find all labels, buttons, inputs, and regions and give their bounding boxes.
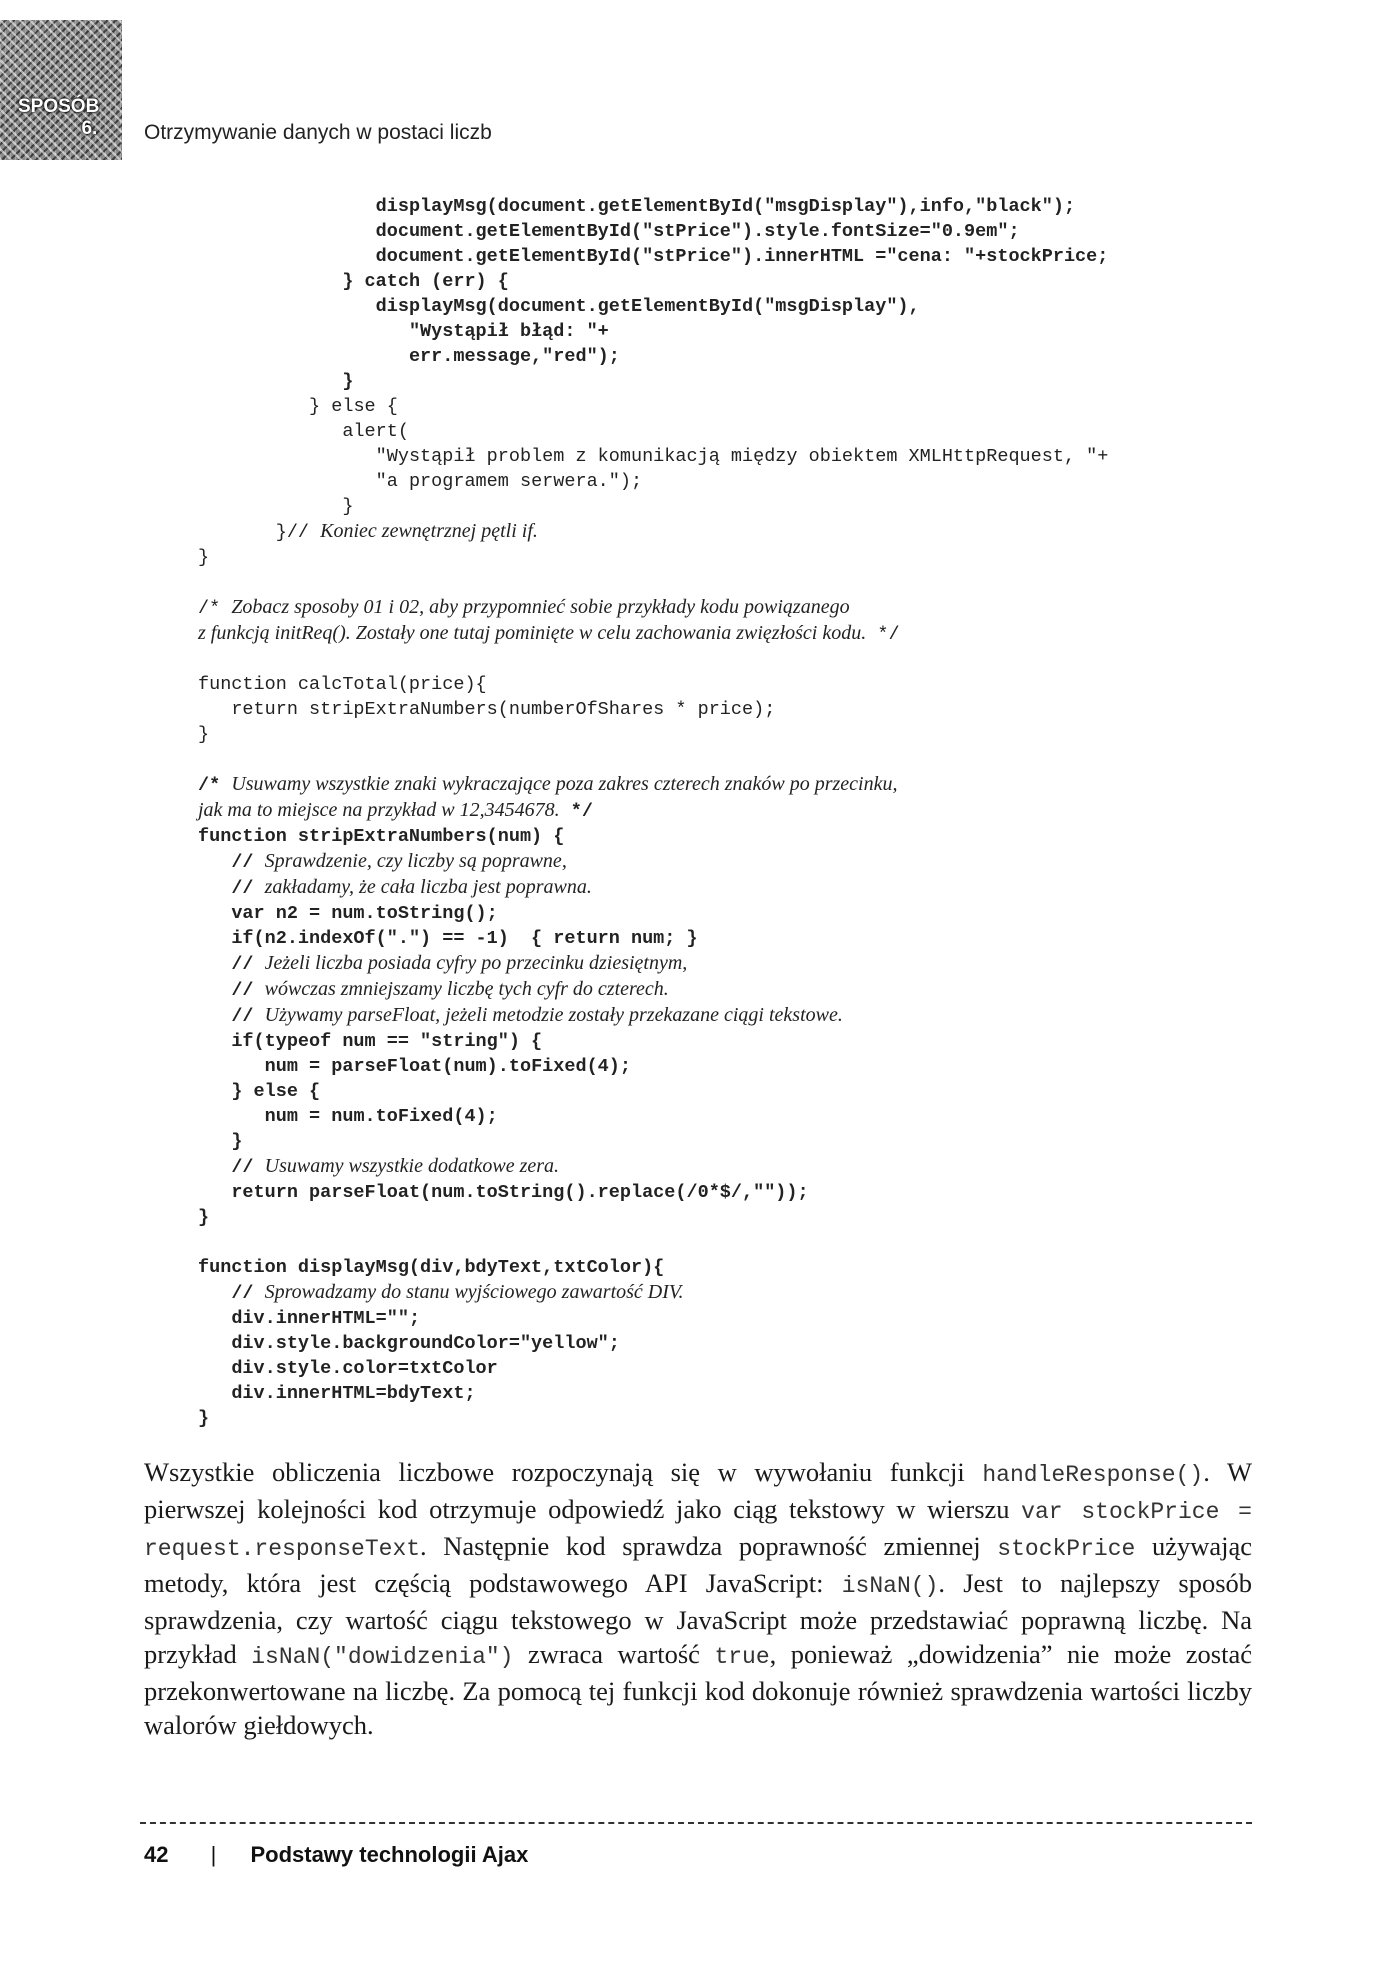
code-line: }// xyxy=(275,522,321,543)
code-line: function calcTotal(price){ xyxy=(198,674,487,695)
code-comment: Usuwamy wszystkie dodatkowe zera. xyxy=(264,1155,560,1177)
inline-code: handleResponse() xyxy=(982,1462,1204,1488)
code-line: // xyxy=(231,878,265,899)
code-line: "Wystąpił błąd: "+ xyxy=(408,321,609,342)
code-line: // xyxy=(231,1157,265,1178)
body-text: Wszystkie obliczenia liczbowe rozpoczynają się w wywołaniu funkcji xyxy=(144,1457,983,1487)
code-line xyxy=(198,196,376,217)
code-line: displayMsg(document.getElementById("msgDisplay"), xyxy=(375,296,920,317)
code-comment: zakładamy, że cała liczba jest poprawna. xyxy=(264,876,592,898)
code-comment: Sprowadzamy do stanu wyjściowego zawartość DIV. xyxy=(264,1281,684,1303)
code-comment: Jeżeli liczba posiada cyfry po przecinku dziesiętnym, xyxy=(264,952,688,974)
code-line: */ xyxy=(866,624,900,645)
code-line: "a programem serwera."); xyxy=(375,471,643,492)
code-listing xyxy=(198,194,1108,1431)
code-comment: Zobacz sposoby 01 i 02, aby przypomnieć sobie przykłady kodu powiązanego xyxy=(231,596,850,618)
code-comment: Sprawdzenie, czy liczby są poprawne, xyxy=(264,850,567,872)
code-line: /* xyxy=(198,775,232,796)
code-line: } xyxy=(342,496,354,517)
code-line: "Wystąpił problem z komunikacją między obiektem XMLHttpRequest, "+ xyxy=(375,446,1109,467)
code-line: num = num.toFixed(4); xyxy=(264,1106,498,1127)
code-line: } xyxy=(198,724,210,745)
code-line: // xyxy=(231,980,265,1001)
body-text: używając metody, która jest częścią podstawowego API JavaScript: xyxy=(144,1531,1252,1598)
code-line: } else { xyxy=(309,396,398,417)
code-line: return parseFloat(num.toString().replace(/0*$/,"")); xyxy=(231,1182,809,1203)
footer-divider xyxy=(140,1822,1252,1824)
code-line: } xyxy=(198,1408,210,1429)
section-badge xyxy=(0,20,122,160)
code-line: num = parseFloat(num).toFixed(4); xyxy=(264,1056,631,1077)
code-comment: Używamy parseFloat, jeżeli metodzie zostały przekazane ciągi tekstowe. xyxy=(264,1004,843,1026)
code-comment: Usuwamy wszystkie znaki wykraczające poza zakres czterech znaków po przecinku, xyxy=(231,773,898,795)
code-line: // xyxy=(231,852,265,873)
code-line: div.innerHTML=""; xyxy=(231,1308,421,1329)
code-line: } xyxy=(198,547,210,568)
code-line: function displayMsg(div,bdyText,txtColor){ xyxy=(198,1257,665,1278)
body-text: , ponieważ „dowidzenia” nie może zostać przekonwertowane na liczbę. Za pomocą tej funkcji kod dokonuje również sprawdzenia wartości liczby walorów giełdowych. xyxy=(144,1639,1253,1740)
code-line: if(typeof num == "string") { xyxy=(231,1031,543,1052)
code-line: div.innerHTML=bdyText; xyxy=(231,1383,476,1404)
body-text: . Następnie kod sprawdza poprawność zmiennej xyxy=(420,1531,998,1561)
code-line: return stripExtraNumbers(numberOfShares * price); xyxy=(231,699,776,720)
code-line: } xyxy=(198,1207,210,1228)
code-line: var n2 = num.toString(); xyxy=(231,903,498,924)
code-comment: z funkcją initReq(). Zostały one tutaj pominięte w celu zachowania zwięzłości kodu. xyxy=(198,622,867,644)
code-line: /* xyxy=(198,598,232,619)
code-line: } else { xyxy=(231,1081,321,1102)
code-line: displayMsg(document.getElementById("msgDisplay"),info,"black"); xyxy=(375,196,1076,217)
badge-number: 6. xyxy=(81,118,98,139)
code-line: // xyxy=(231,1283,265,1304)
code-line: if(n2.indexOf(".") == -1) { return num; } xyxy=(231,928,698,949)
code-comment: Koniec zewnętrznej pętli if. xyxy=(320,520,538,542)
code-line: } xyxy=(342,371,354,392)
inline-code: true xyxy=(714,1644,770,1670)
book-title: Podstawy technologii Ajax xyxy=(250,1842,529,1867)
body-paragraph xyxy=(144,1455,1252,1742)
code-line: div.style.color=txtColor xyxy=(231,1358,498,1379)
body-text: . W pierwszej kolejności kod otrzymuje odpowiedź jako ciąg tekstowy w wierszu xyxy=(144,1457,1252,1524)
badge-label xyxy=(18,96,99,140)
code-line: err.message,"red"); xyxy=(408,346,620,367)
code-line: alert( xyxy=(342,421,409,442)
code-line: function stripExtraNumbers(num) { xyxy=(198,826,565,847)
badge-word: SPOSÓB xyxy=(18,96,100,117)
code-line: // xyxy=(231,954,265,975)
code-comment: wówczas zmniejszamy liczbę tych cyfr do czterech. xyxy=(264,978,669,1000)
body-text: zwraca wartość xyxy=(513,1639,715,1669)
code-line: document.getElementById("stPrice").style.fontSize="0.9em"; xyxy=(375,221,1020,242)
inline-code: isNaN("dowidzenia") xyxy=(251,1644,514,1670)
page-footer xyxy=(144,1842,528,1868)
inline-code: isNaN() xyxy=(841,1573,939,1599)
code-line: } catch (err) { xyxy=(342,271,509,292)
running-header: Otrzymywanie danych w postaci liczb xyxy=(144,121,492,144)
code-line: // xyxy=(231,1006,265,1027)
page-number: 42 xyxy=(144,1842,169,1867)
code-comment: jak ma to miejsce na przykład w 12,3454678. xyxy=(198,799,560,821)
footer-separator: | xyxy=(210,1842,217,1867)
body-text: . Jest to najlepszy sposób sprawdzenia, czy wartość ciągu tekstowego w JavaScript może przedstawiać poprawną liczbę. Na przykład xyxy=(144,1568,1253,1669)
code-line: } xyxy=(231,1131,243,1152)
code-line: */ xyxy=(559,801,593,822)
inline-code: var stockPrice = request.responseText xyxy=(144,1499,1252,1562)
code-line: div.style.backgroundColor="yellow"; xyxy=(231,1333,620,1354)
code-line: document.getElementById("stPrice").innerHTML ="cena: "+stockPrice; xyxy=(375,246,1109,267)
inline-code: stockPrice xyxy=(997,1536,1136,1562)
